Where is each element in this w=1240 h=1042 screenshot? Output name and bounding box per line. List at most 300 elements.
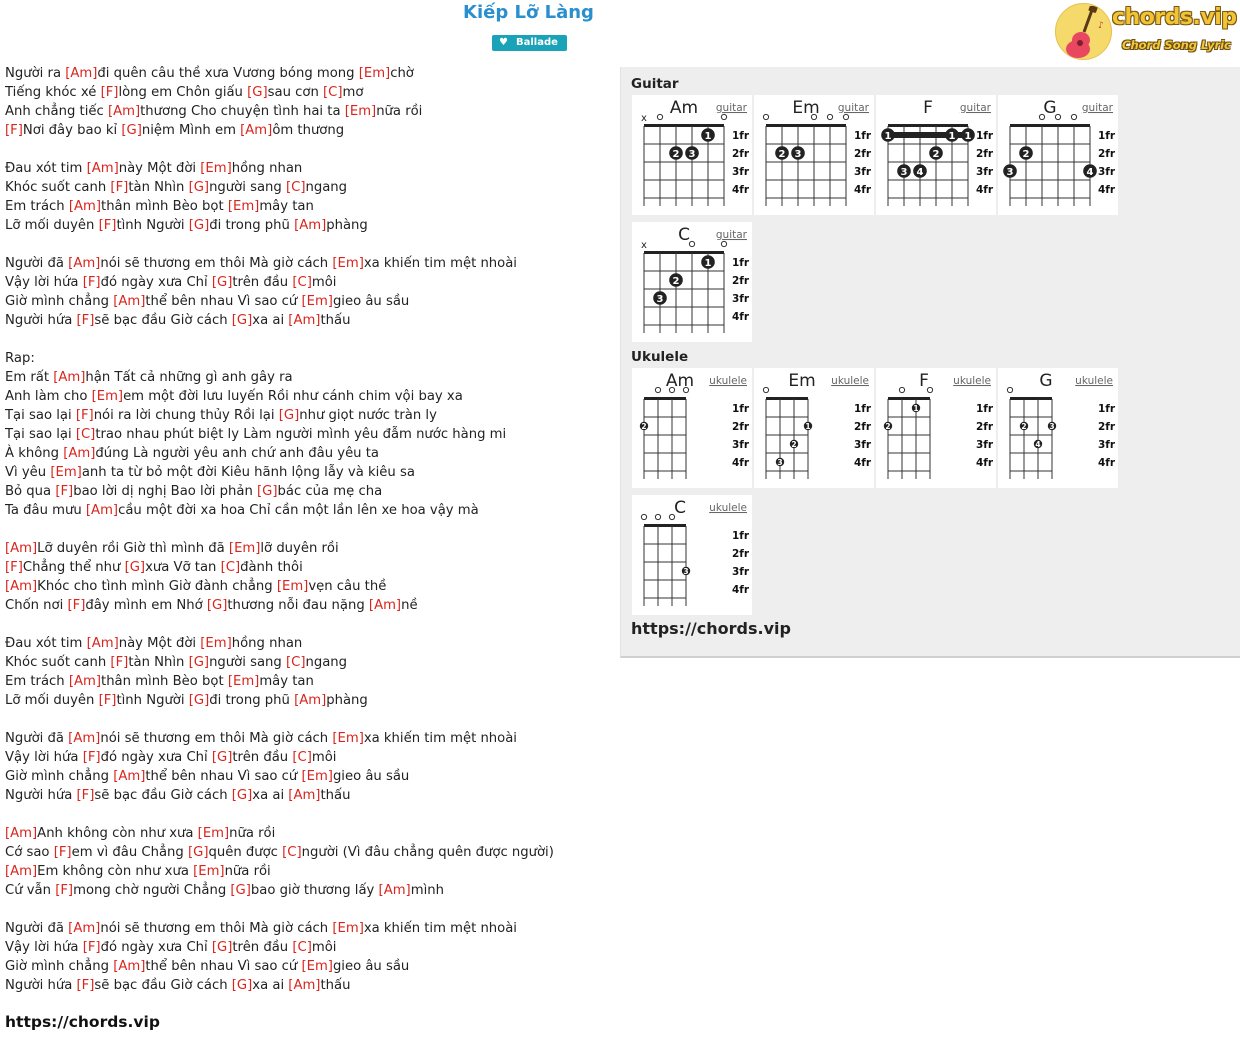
muted-string-marker: x bbox=[641, 113, 647, 124]
chord-link[interactable]: [Am] bbox=[5, 826, 38, 841]
lyric-text: mình bbox=[410, 883, 444, 898]
lyric-text: sẽ bạc đầu Giờ cách bbox=[94, 313, 232, 328]
svg-text:1: 1 bbox=[884, 131, 892, 142]
finger-dot bbox=[884, 422, 892, 431]
finger-dot bbox=[913, 164, 927, 178]
lyric-text: vẹn câu thề bbox=[308, 579, 387, 594]
chord-link[interactable]: [F] bbox=[5, 560, 23, 575]
chord-link[interactable]: [G] bbox=[231, 978, 253, 993]
ukulele-chord-g[interactable] bbox=[998, 368, 1118, 488]
lyric-text: gieo âu sầu bbox=[332, 294, 410, 309]
lyric-text: này Một đời bbox=[118, 161, 201, 176]
fret-label: 3fr bbox=[732, 566, 750, 578]
fret-label: 4fr bbox=[976, 457, 994, 469]
finger-dot bbox=[1019, 146, 1033, 160]
lyric-line bbox=[5, 786, 605, 805]
lyric-text: Vậy lời hứa bbox=[5, 750, 83, 765]
footer-url[interactable]: https://chords.vip bbox=[5, 1013, 160, 1031]
lyric-text: như giọt nước tràn ly bbox=[299, 408, 437, 423]
lyric-blank-line bbox=[5, 520, 605, 539]
chord-link[interactable]: [Em] bbox=[301, 769, 333, 784]
svg-text:3: 3 bbox=[794, 149, 802, 160]
lyric-blank-line bbox=[5, 900, 605, 919]
lyric-line bbox=[5, 406, 605, 425]
svg-text:2: 2 bbox=[672, 149, 680, 160]
chord-link[interactable]: [Am] bbox=[5, 541, 38, 556]
chord-link[interactable]: [Am] bbox=[86, 161, 119, 176]
chord-link[interactable]: [F] bbox=[82, 750, 101, 765]
lyric-text: phàng bbox=[326, 693, 368, 708]
lyric-text: bao lời dị nghị Bao lời phản bbox=[73, 484, 258, 499]
chord-link[interactable]: [Em] bbox=[228, 541, 261, 556]
lyric-text: môi bbox=[311, 750, 337, 765]
chord-link[interactable]: [F] bbox=[76, 313, 95, 328]
fret-label: 2fr bbox=[732, 421, 750, 433]
lyrics-body bbox=[5, 64, 605, 995]
svg-text:3: 3 bbox=[1049, 422, 1055, 431]
chord-link[interactable]: [Am] bbox=[107, 104, 141, 119]
lyric-text: nói ra lời chung thủy Rồi lại bbox=[93, 408, 279, 423]
lyric-text: xa khiến tim mệt nhoài bbox=[363, 256, 517, 271]
lyric-text: tàn Nhìn bbox=[128, 180, 189, 195]
chord-link[interactable]: [C] bbox=[285, 655, 306, 670]
chord-link[interactable]: [G] bbox=[121, 123, 142, 138]
chord-link[interactable]: [Am] bbox=[294, 693, 327, 708]
svg-text:2: 2 bbox=[778, 149, 786, 160]
lyric-text: Người hứa bbox=[5, 313, 77, 328]
chord-link[interactable]: [G] bbox=[257, 484, 278, 499]
svg-text:3: 3 bbox=[900, 167, 908, 178]
lyric-text: thể bên nhau Vì sao cứ bbox=[145, 769, 302, 784]
lyric-text: đi trong phũ bbox=[209, 218, 295, 233]
chord-link[interactable]: [Am] bbox=[85, 503, 119, 518]
finger-dot bbox=[682, 567, 690, 576]
lyric-text: Người hứa bbox=[5, 978, 77, 993]
logo-tagline: Chord Song Lyric bbox=[1122, 38, 1231, 52]
chord-name: Am bbox=[665, 371, 695, 391]
instrument-link[interactable]: ukulele bbox=[831, 375, 869, 387]
chord-link[interactable]: [F] bbox=[98, 693, 117, 708]
chord-link[interactable]: [F] bbox=[53, 845, 72, 860]
lyric-text: người (Vì đâu chẳng quên được người) bbox=[301, 845, 554, 860]
fret-label: 3fr bbox=[976, 166, 994, 178]
chord-link[interactable]: [Em] bbox=[50, 465, 82, 480]
lyric-text: thân mình Bèo bọt bbox=[101, 674, 228, 689]
guitar-icon bbox=[1062, 6, 1108, 60]
lyric-line bbox=[5, 767, 605, 786]
svg-text:1: 1 bbox=[805, 422, 811, 431]
lyric-line bbox=[5, 368, 605, 387]
chord-link[interactable]: [Em] bbox=[200, 161, 232, 176]
lyric-text: hồng nhan bbox=[231, 161, 303, 176]
lyric-text: mong chờ người Chẳng bbox=[73, 883, 231, 898]
chord-link[interactable]: [Am] bbox=[53, 370, 86, 385]
lyric-text: Chẳng thể như bbox=[22, 560, 125, 575]
chord-link[interactable]: [C] bbox=[292, 940, 312, 955]
ukulele-chord-em[interactable] bbox=[754, 368, 874, 488]
chord-diagram bbox=[632, 95, 752, 215]
svg-text:4: 4 bbox=[916, 167, 924, 178]
chord-link[interactable]: [Em] bbox=[332, 921, 364, 936]
open-string-marker bbox=[827, 114, 832, 119]
fret-label: 2fr bbox=[854, 421, 872, 433]
fret-label: 1fr bbox=[732, 257, 750, 269]
chord-link[interactable]: [F] bbox=[82, 275, 101, 290]
chord-link[interactable]: [G] bbox=[188, 655, 210, 670]
lyric-text: đi quên câu thề xưa Vương bóng mong bbox=[97, 66, 359, 81]
fret-label: 1fr bbox=[854, 130, 872, 142]
chord-link[interactable]: [Em] bbox=[276, 579, 309, 594]
chord-link[interactable]: [Em] bbox=[358, 66, 391, 81]
chord-link[interactable]: [G] bbox=[230, 883, 251, 898]
lyric-text: sau cơn bbox=[267, 85, 323, 100]
lyric-text: Em trách bbox=[5, 199, 69, 214]
lyric-text: sẽ bạc đầu Giờ cách bbox=[94, 788, 232, 803]
instrument-link[interactable]: ukulele bbox=[709, 502, 747, 514]
lyric-line bbox=[5, 729, 605, 748]
guitar-chord-em[interactable] bbox=[754, 95, 874, 215]
lyric-line bbox=[5, 691, 605, 710]
lyric-text: Khóc suốt canh bbox=[5, 655, 111, 670]
lyric-text: À không bbox=[5, 446, 64, 461]
chord-link[interactable]: [F] bbox=[76, 788, 95, 803]
chord-link[interactable]: [Em] bbox=[227, 199, 260, 214]
chord-link[interactable]: [G] bbox=[188, 693, 210, 708]
svg-text:2: 2 bbox=[1021, 422, 1027, 431]
chord-link[interactable]: [F] bbox=[110, 180, 129, 195]
finger-dot bbox=[804, 422, 812, 431]
lyric-blank-line bbox=[5, 235, 605, 254]
chord-link[interactable]: [F] bbox=[55, 484, 74, 499]
lyric-text: thương nỗi đau nặng bbox=[227, 598, 369, 613]
chord-link[interactable]: [Am] bbox=[68, 731, 101, 746]
chord-link[interactable]: [Am] bbox=[5, 579, 38, 594]
chord-link[interactable]: [G] bbox=[247, 85, 268, 100]
lyric-line bbox=[5, 881, 605, 900]
svg-text:2: 2 bbox=[672, 276, 680, 287]
lyric-text: thể bên nhau Vì sao cứ bbox=[145, 294, 302, 309]
open-string-marker bbox=[899, 387, 904, 392]
fret-label: 3fr bbox=[854, 439, 872, 451]
finger-dot bbox=[929, 146, 943, 160]
finger-dot bbox=[912, 404, 920, 413]
lyric-text: Vậy lời hứa bbox=[5, 940, 83, 955]
lyric-text: môi bbox=[311, 940, 337, 955]
chord-diagram bbox=[876, 368, 996, 488]
lyric-text: Đau xót tim bbox=[5, 636, 87, 651]
lyric-text: ngang bbox=[305, 180, 348, 195]
ukulele-chord-am[interactable] bbox=[632, 368, 752, 488]
chord-link[interactable]: [Em] bbox=[332, 731, 364, 746]
chord-link[interactable]: [Em] bbox=[193, 864, 225, 879]
lyric-line bbox=[5, 121, 605, 140]
ukulele-chord-c[interactable] bbox=[632, 495, 752, 615]
instrument-link[interactable]: guitar bbox=[715, 102, 747, 114]
svg-text:1: 1 bbox=[704, 258, 712, 269]
lyric-line bbox=[5, 197, 605, 216]
chord-link[interactable]: [Am] bbox=[63, 446, 96, 461]
lyric-text: đó ngày xưa Chỉ bbox=[100, 750, 212, 765]
lyric-text: Khóc cho tình mình Giờ đành chẳng bbox=[37, 579, 277, 594]
chord-link[interactable]: [C] bbox=[323, 85, 343, 100]
lyric-text: Người đã bbox=[5, 921, 69, 936]
chord-link[interactable]: [Am] bbox=[68, 674, 102, 689]
instrument-link[interactable]: ukulele bbox=[709, 375, 747, 387]
chord-link[interactable]: [F] bbox=[82, 940, 101, 955]
lyric-text: gieo âu sầu bbox=[332, 959, 410, 974]
lyric-line bbox=[5, 387, 605, 406]
chord-link[interactable]: [Em] bbox=[301, 294, 333, 309]
lyric-line bbox=[5, 216, 605, 235]
lyric-text: đi trong phũ bbox=[209, 693, 295, 708]
chord-link[interactable]: [G] bbox=[231, 313, 253, 328]
chord-diagram bbox=[754, 368, 874, 488]
lyric-text: Tại sao lại bbox=[5, 408, 76, 423]
chord-link[interactable]: [Am] bbox=[65, 66, 98, 81]
fret-label: 2fr bbox=[1098, 421, 1116, 433]
chord-link[interactable]: [G] bbox=[206, 598, 228, 613]
finger-dot bbox=[685, 146, 699, 160]
lyric-line bbox=[5, 976, 605, 995]
lyric-text: xa ai bbox=[252, 978, 289, 993]
lyric-text: lỡ duyên rồi bbox=[260, 541, 339, 556]
chord-link[interactable]: [Am] bbox=[288, 313, 321, 328]
lyric-text: thương Cho chuyện tình hai ta bbox=[140, 104, 345, 119]
ukulele-chord-f[interactable] bbox=[876, 368, 996, 488]
finger-dot bbox=[961, 128, 975, 142]
lyric-text: Giờ mình chẳng bbox=[5, 294, 114, 309]
lyric-text: Tại sao lại bbox=[5, 427, 76, 442]
fret-label: 3fr bbox=[1098, 166, 1116, 178]
lyric-text: nữa rồi bbox=[224, 864, 271, 879]
svg-text:2: 2 bbox=[791, 440, 797, 449]
finger-dot bbox=[701, 128, 715, 142]
chord-link[interactable]: [Am] bbox=[113, 769, 146, 784]
chord-link[interactable]: [F] bbox=[110, 655, 129, 670]
lyric-line bbox=[5, 862, 605, 881]
lyric-text: xa ai bbox=[252, 788, 289, 803]
lyric-text: người sang bbox=[209, 180, 286, 195]
chord-link[interactable]: [Em] bbox=[344, 104, 377, 119]
chord-link[interactable]: [Em] bbox=[197, 826, 230, 841]
chord-link[interactable]: [Em] bbox=[227, 674, 260, 689]
chord-link[interactable]: [G] bbox=[211, 940, 233, 955]
chord-link[interactable]: [Am] bbox=[378, 883, 411, 898]
guitar-chord-am[interactable] bbox=[632, 95, 752, 215]
chord-link[interactable]: [C] bbox=[75, 427, 96, 442]
lyric-text: Cớ sao bbox=[5, 845, 54, 860]
svg-text:3: 3 bbox=[1006, 167, 1014, 178]
lyric-text: Vì yêu bbox=[5, 465, 51, 480]
lyric-text: xa khiến tim mệt nhoài bbox=[363, 731, 517, 746]
lyric-line bbox=[5, 824, 605, 843]
svg-text:4: 4 bbox=[1086, 167, 1094, 178]
chord-name: F bbox=[923, 98, 933, 118]
lyric-text: sẽ bạc đầu Giờ cách bbox=[94, 978, 232, 993]
instrument-link[interactable]: ukulele bbox=[1075, 375, 1113, 387]
chord-diagram bbox=[876, 95, 996, 215]
chord-link[interactable]: [G] bbox=[278, 408, 300, 423]
genre-label: Ballade bbox=[516, 37, 558, 48]
chord-diagram bbox=[632, 368, 752, 488]
lyric-text: Em rất bbox=[5, 370, 54, 385]
lyric-text: trên đầu bbox=[232, 275, 293, 290]
fret-label: 4fr bbox=[854, 457, 872, 469]
chord-link[interactable]: [Am] bbox=[68, 921, 101, 936]
chord-link[interactable]: [Em] bbox=[91, 389, 124, 404]
panel-url[interactable]: https://chords.vip bbox=[631, 619, 791, 638]
chord-link[interactable]: [F] bbox=[100, 85, 119, 100]
lyric-text: mơ bbox=[342, 85, 364, 100]
lyric-line bbox=[5, 102, 605, 121]
chord-link[interactable]: [C] bbox=[292, 275, 312, 290]
chord-link[interactable]: [Em] bbox=[200, 636, 232, 651]
heartbeat-icon: ♥ bbox=[499, 37, 508, 48]
lyric-line bbox=[5, 444, 605, 463]
instrument-link[interactable]: guitar bbox=[1081, 102, 1113, 114]
chord-link[interactable]: [Am] bbox=[288, 788, 321, 803]
chord-link[interactable]: [G] bbox=[124, 560, 146, 575]
lyric-text: hận Tất cả những gì anh gây ra bbox=[85, 370, 293, 385]
finger-dot bbox=[775, 146, 789, 160]
instrument-link[interactable]: guitar bbox=[715, 229, 747, 241]
chord-link[interactable]: [Am] bbox=[113, 959, 146, 974]
finger-dot bbox=[945, 128, 959, 142]
finger-dot bbox=[653, 291, 667, 305]
fret-label: 4fr bbox=[732, 457, 750, 469]
lyric-blank-line bbox=[5, 330, 605, 349]
guitar-chord-c[interactable] bbox=[632, 222, 752, 342]
lyric-line bbox=[5, 596, 605, 615]
fret-label: 2fr bbox=[976, 421, 994, 433]
lyric-text: thân mình Bèo bọt bbox=[101, 199, 228, 214]
lyric-text: Người đã bbox=[5, 731, 69, 746]
svg-text:4: 4 bbox=[1035, 440, 1041, 449]
lyric-text: thấu bbox=[320, 788, 351, 803]
lyric-line bbox=[5, 254, 605, 273]
fret-label: 3fr bbox=[854, 166, 872, 178]
chord-link[interactable]: [Am] bbox=[5, 864, 38, 879]
instrument-link[interactable]: ukulele bbox=[953, 375, 991, 387]
lyric-text: Em không còn như xưa bbox=[37, 864, 194, 879]
guitar-chord-f[interactable] bbox=[876, 95, 996, 215]
lyric-text: người sang bbox=[209, 655, 286, 670]
chord-link[interactable]: [Em] bbox=[332, 256, 364, 271]
chord-link[interactable]: [C] bbox=[292, 750, 312, 765]
fret-label: 3fr bbox=[976, 439, 994, 451]
chord-link[interactable]: [G] bbox=[211, 750, 233, 765]
lyric-text: bác của mẹ cha bbox=[277, 484, 383, 499]
lyric-line bbox=[5, 919, 605, 938]
lyric-text: nói sẽ thương em thôi Mà giờ cách bbox=[100, 921, 333, 936]
chord-link[interactable]: [F] bbox=[76, 978, 95, 993]
lyric-text: Người ra bbox=[5, 66, 66, 81]
lyric-text: Anh chẳng tiếc bbox=[5, 104, 108, 119]
lyric-line bbox=[5, 482, 605, 501]
chord-link[interactable]: [Am] bbox=[368, 598, 402, 613]
open-string-marker bbox=[655, 387, 660, 392]
lyric-text: hồng nhan bbox=[231, 636, 303, 651]
fret-label: 4fr bbox=[854, 184, 872, 196]
chord-link[interactable]: [F] bbox=[67, 598, 86, 613]
chord-link[interactable]: [Am] bbox=[288, 978, 321, 993]
finger-dot bbox=[1083, 164, 1097, 178]
chord-link[interactable]: [F] bbox=[75, 408, 94, 423]
lyric-text: phàng bbox=[326, 218, 368, 233]
finger-dot bbox=[1034, 440, 1042, 449]
chord-name: F bbox=[919, 371, 929, 391]
chord-link[interactable]: [G] bbox=[187, 845, 209, 860]
site-logo[interactable] bbox=[1055, 2, 1235, 62]
finger-dot bbox=[1003, 164, 1017, 178]
chord-link[interactable]: [C] bbox=[282, 845, 302, 860]
chord-link[interactable]: [C] bbox=[285, 180, 306, 195]
lyric-line bbox=[5, 653, 605, 672]
chord-link[interactable]: [G] bbox=[211, 275, 233, 290]
lyric-line bbox=[5, 577, 605, 596]
lyric-text: Người hứa bbox=[5, 788, 77, 803]
guitar-chord-g[interactable] bbox=[998, 95, 1118, 215]
chord-link[interactable]: [Am] bbox=[86, 636, 119, 651]
lyric-text: Ta đâu mưu bbox=[5, 503, 86, 518]
lyric-text: Nơi đây bao kỉ bbox=[22, 123, 122, 138]
chord-link[interactable]: [Am] bbox=[240, 123, 273, 138]
fret-label: 3fr bbox=[732, 166, 750, 178]
fret-label: 4fr bbox=[732, 311, 750, 323]
open-string-marker bbox=[721, 114, 726, 119]
lyric-text: nói sẽ thương em thôi Mà giờ cách bbox=[100, 256, 333, 271]
svg-text:3: 3 bbox=[777, 458, 783, 467]
chord-link[interactable]: [G] bbox=[231, 788, 253, 803]
svg-text:1: 1 bbox=[948, 131, 956, 142]
chord-link[interactable]: [F] bbox=[5, 123, 23, 138]
chord-link[interactable]: [Am] bbox=[113, 294, 146, 309]
lyric-text: trên đầu bbox=[232, 940, 293, 955]
svg-text:♪: ♪ bbox=[1098, 21, 1104, 31]
chord-link[interactable]: [Am] bbox=[68, 199, 102, 214]
chord-link[interactable]: [Em] bbox=[301, 959, 333, 974]
chord-name: Em bbox=[788, 371, 816, 391]
lyric-line bbox=[5, 349, 605, 368]
chord-link[interactable]: [Am] bbox=[68, 256, 101, 271]
chord-link[interactable]: [G] bbox=[188, 180, 210, 195]
chord-link[interactable]: [F] bbox=[98, 218, 117, 233]
chord-link[interactable]: [G] bbox=[188, 218, 210, 233]
lyric-blank-line bbox=[5, 805, 605, 824]
lyric-text: trao nhau phút biệt ly Làm người mình yêu đẫm nước hàng mi bbox=[95, 427, 507, 442]
lyric-text: ngang bbox=[305, 655, 348, 670]
fret-label: 4fr bbox=[1098, 457, 1116, 469]
genre-badge[interactable] bbox=[492, 35, 567, 51]
finger-dot bbox=[669, 273, 683, 287]
fret-label: 1fr bbox=[732, 130, 750, 142]
lyric-line bbox=[5, 957, 605, 976]
lyric-text: Giờ mình chẳng bbox=[5, 769, 114, 784]
instrument-link[interactable]: guitar bbox=[959, 102, 991, 114]
fret-label: 1fr bbox=[1098, 403, 1116, 415]
instrument-link[interactable]: guitar bbox=[837, 102, 869, 114]
chord-link[interactable]: [C] bbox=[220, 560, 241, 575]
lyric-text: xưa Vỡ tan bbox=[145, 560, 221, 575]
svg-text:2: 2 bbox=[1022, 149, 1030, 160]
chord-link[interactable]: [Am] bbox=[294, 218, 327, 233]
svg-text:3: 3 bbox=[656, 294, 664, 305]
chord-link[interactable]: [F] bbox=[55, 883, 74, 898]
fret-label: 4fr bbox=[1098, 184, 1116, 196]
guitar-section-title: Guitar bbox=[631, 76, 679, 92]
lyric-text: thấu bbox=[320, 978, 351, 993]
svg-text:3: 3 bbox=[688, 149, 696, 160]
